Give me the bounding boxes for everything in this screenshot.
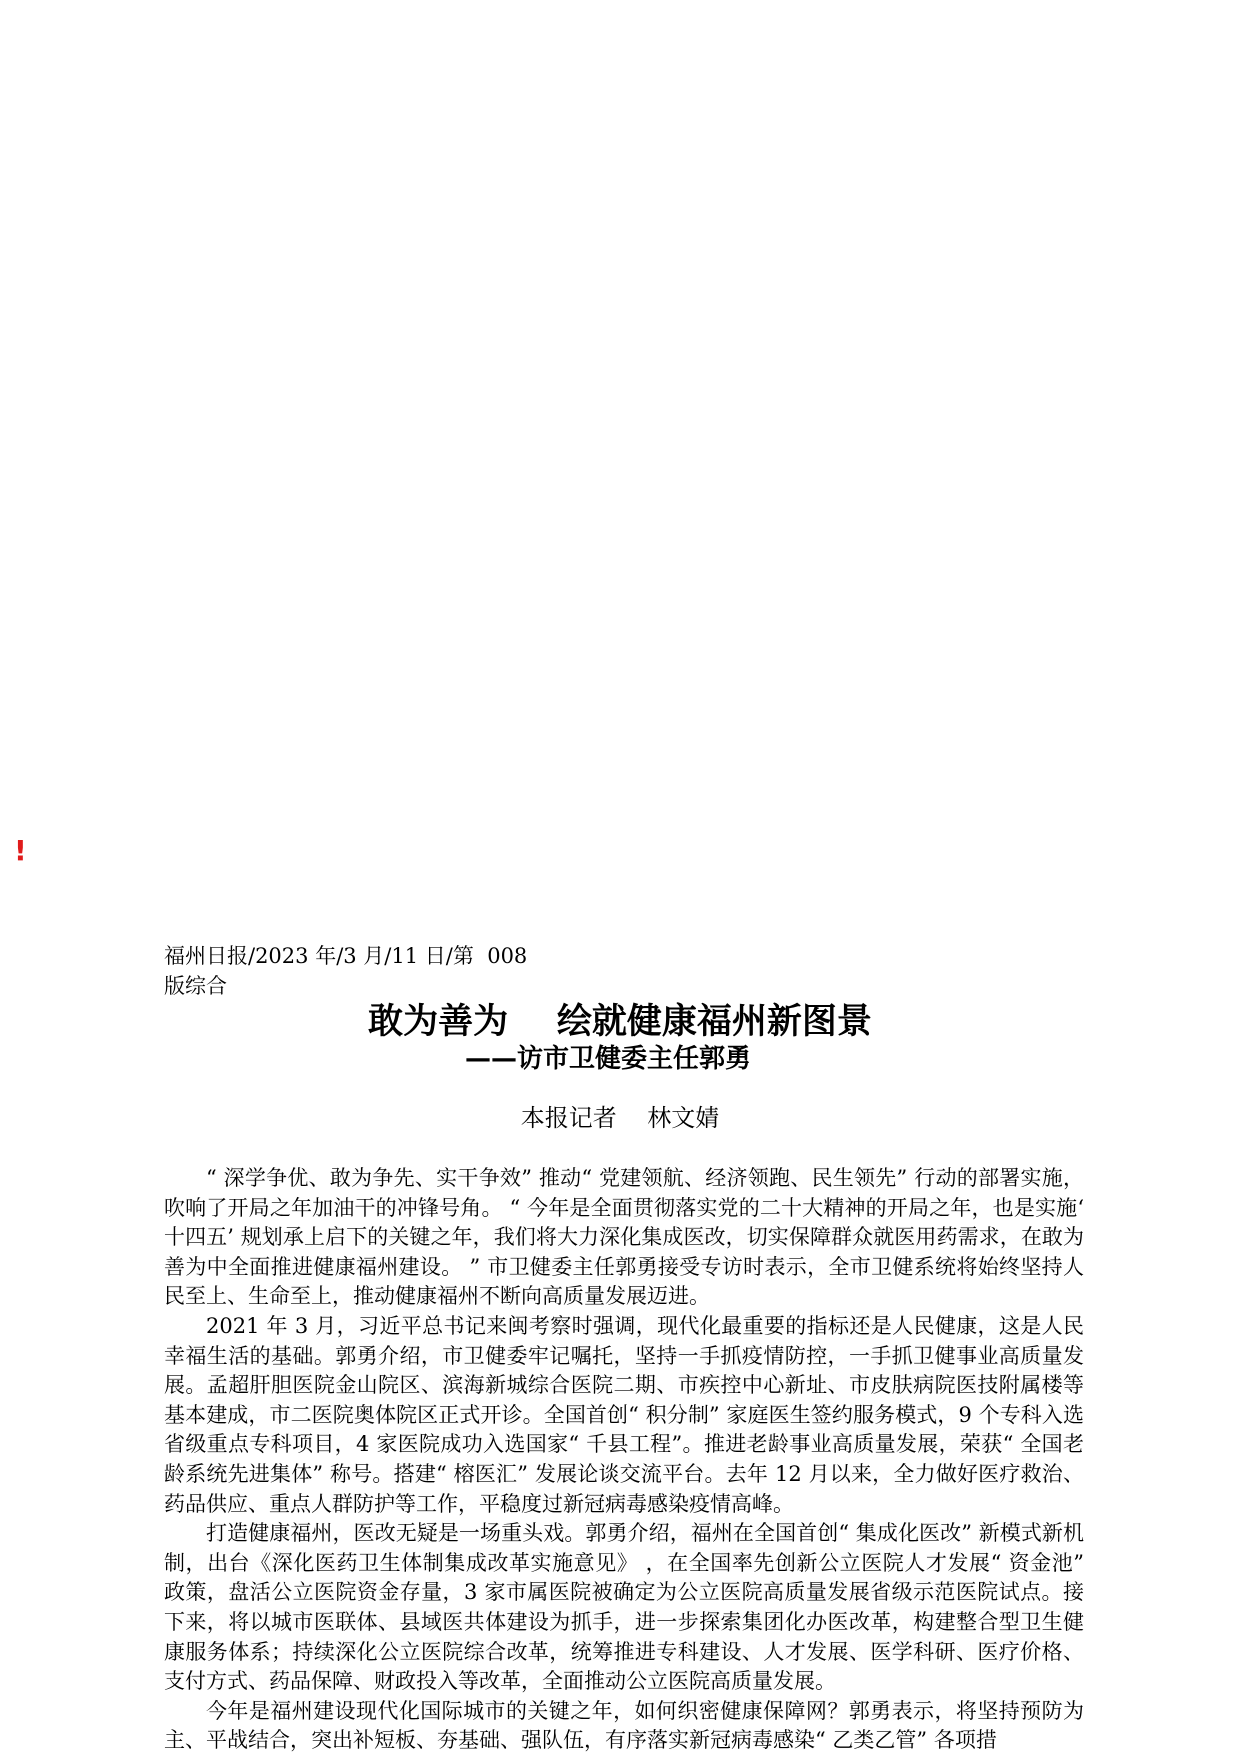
paragraph: 打造健康福州，医改无疑是一场重头戏。郭勇介绍，福州在全国首创“ 集成化医改” 新模式新机制，出台《深化医药卫生体制集成改革实施意见》 ，在全国率先创新公立医院人才发展“ 资金池” 政策，盘活公立医院资金存量，3 家市属医院被确定为公立医院高质量发展省级示范医院试点。接下来，将以城市医联体、县域医共体建设为抓手，进一步探索集团化办医改革，构建整合型卫生健康服务体系；持续深化公立医院综合改革，统筹推进专科建设、人才发展、医学科研、医疗价格、支付方式、药品保障、财政投入等改革，全面推动公立医院高质量发展。 [164,1521,1084,1694]
article-body [164,1164,1084,1756]
paragraph: 今年是福州建设现代化国际城市的关键之年，如何织密健康保障网？郭勇表示，将坚持预防为主、平战结合，突出补短板、夯基础、强队伍，有序落实新冠病毒感染“ 乙类乙管” 各项措 [164,1698,1084,1753]
warning-exclamation-mark: ! [14,834,27,867]
paragraph: “ 深学争优、敢为争先、实干争效” 推动“ 党建领航、经济领跑、民生领先” 行动的部署实施，吹响了开局之年加油干的冲锋号角。 “ 今年是全面贯彻落实党的二十大精神的开局之年，也是实施‘ 十四五’ 规划承上启下的关键之年，我们将大力深化集成医改，切实保障群众就医用药需求，在敢为善为中全面推进健康福州建设。 ” 市卫健委主任郭勇接受专访时表示，全市卫健系统将始终坚持人民至上、生命至上，推动健康福州不断向高质量发展迈进。 [164,1166,1084,1309]
byline: 本报记者 林文婧 [520,1104,720,1132]
source-line: 福州日报/2023 年/3 月/11 日/第 008 版综合 [164,944,528,998]
article-title: 敢为善为 绘就健康福州新图景 [368,1002,872,1042]
article-subtitle: ——访市卫健委主任郭勇 [465,1044,752,1074]
paragraph: 2021 年 3 月，习近平总书记来闽考察时强调，现代化最重要的指标还是人民健康，这是人民幸福生活的基础。郭勇介绍，市卫健委牢记嘱托，坚持一手抓疫情防控，一手抓卫健事业高质量发展。孟超肝胆医院金山院区、滨海新城综合医院二期、市疾控中心新址、市皮肤病院医技附属楼等基本建成，市二医院奥体院区正式开诊。全国首创“ 积分制” 家庭医生签约服务模式，9 个专科入选省级重点专科项目，4 家医院成功入选国家“ 千县工程”。推进老龄事业高质量发展，荣获“ 全国老龄系统先进集体” 称号。搭建“ 榕医汇” 发展论谈交流平台。去年 12 月以来，全力做好医疗救治、药品供应、重点人群防护等工作，平稳度过新冠病毒感染疫情高峰。 [164,1313,1084,1516]
